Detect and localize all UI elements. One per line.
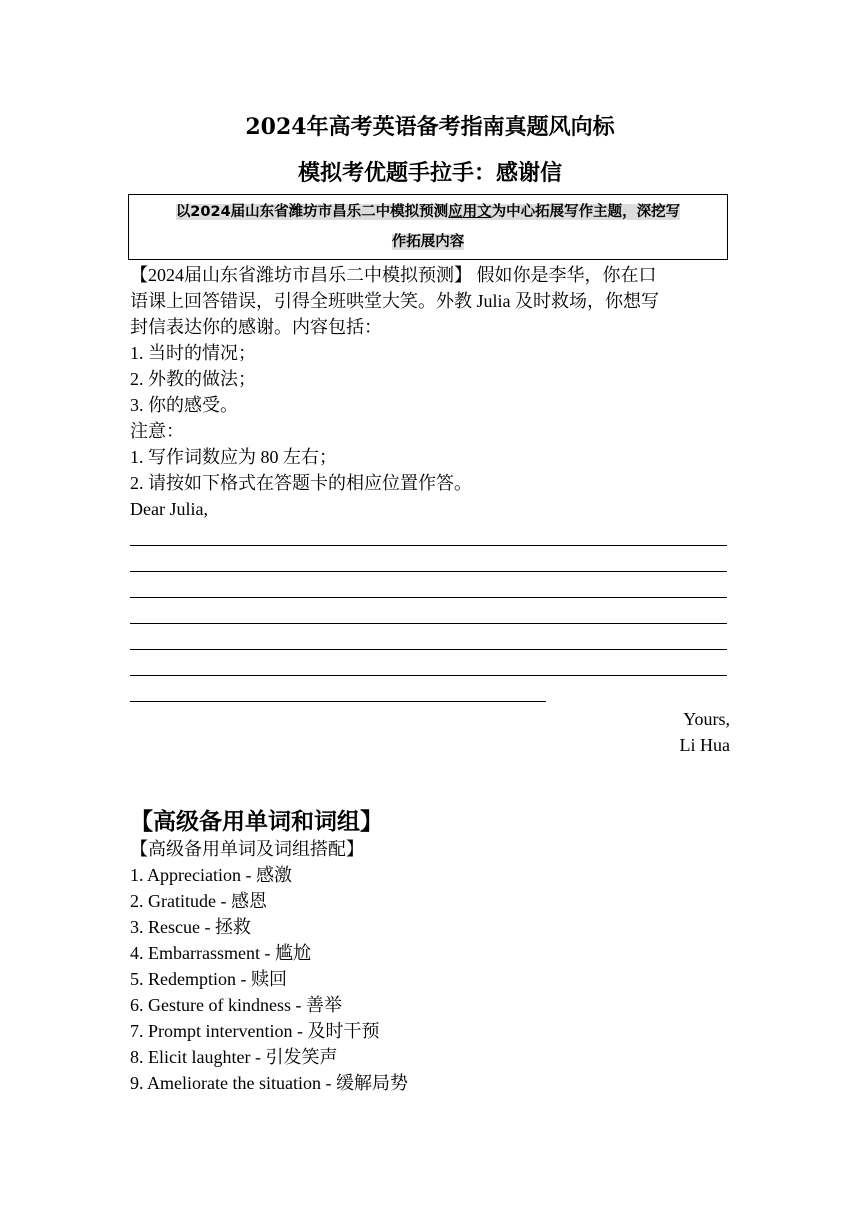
vocab-item: 7. Prompt intervention - 及时干预 xyxy=(130,1021,380,1041)
writing-line xyxy=(130,545,727,546)
vocab-item: 8. Elicit laughter - 引发笑声 xyxy=(130,1047,338,1067)
note-item: 1. 写作词数应为 80 左右； xyxy=(130,447,337,467)
vocab-subtitle: 【高级备用单词及词组搭配】 xyxy=(130,839,364,859)
topic-box-text-line2: 作拓展内容 xyxy=(391,234,465,250)
writing-line xyxy=(130,623,727,624)
content-item: 1. 当时的情况； xyxy=(130,343,256,363)
topic-box-line-1 xyxy=(129,202,727,222)
topic-box-text-post: 为中心拓展写作主题，深挖写 xyxy=(491,204,681,220)
notes-label: 注意： xyxy=(130,421,184,441)
note-item: 2. 请按如下格式在答题卡的相应位置作答。 xyxy=(130,473,472,493)
topic-box xyxy=(128,194,728,260)
writing-line xyxy=(130,701,546,702)
closing: Yours, xyxy=(683,709,730,729)
content-item: 3. 你的感受。 xyxy=(130,395,238,415)
vocab-item: 5. Redemption - 赎回 xyxy=(130,969,287,989)
topic-box-text-pre: 以2024届山东省潍坊市昌乐二中模拟预测 xyxy=(175,204,449,220)
page-subtitle: 模拟考优题手拉手：感谢信 xyxy=(297,160,562,186)
vocab-item: 9. Ameliorate the situation - 缓解局势 xyxy=(130,1073,408,1093)
page-title: 2024年高考英语备考指南真题风向标 xyxy=(245,114,615,140)
topic-box-text-underlined: 应用文 xyxy=(448,204,492,220)
prompt-intro-line-1: 【2024届山东省潍坊市昌乐二中模拟预测】 假如你是李华，你在口 xyxy=(130,265,657,285)
content-item: 2. 外教的做法； xyxy=(130,369,256,389)
vocab-item: 2. Gratitude - 感恩 xyxy=(130,891,267,911)
vocab-item: 3. Rescue - 拯救 xyxy=(130,917,251,937)
vocab-section-title: 【高级备用单词和词组】 xyxy=(130,809,383,835)
vocab-item: 4. Embarrassment - 尴尬 xyxy=(130,943,311,963)
prompt-intro-line-2: 语课上回答错误，引得全班哄堂大笑。外教 Julia 及时救场，你想写 xyxy=(130,291,659,311)
vocab-item: 1. Appreciation - 感激 xyxy=(130,865,292,885)
writing-line xyxy=(130,649,727,650)
writing-line xyxy=(130,675,727,676)
signature: Li Hua xyxy=(679,735,730,755)
prompt-intro-line-3: 封信表达你的感谢。内容包括： xyxy=(130,317,382,337)
salutation: Dear Julia, xyxy=(130,499,208,519)
writing-line xyxy=(130,597,727,598)
topic-box-line-2 xyxy=(129,232,727,252)
vocab-item: 6. Gesture of kindness - 善举 xyxy=(130,995,342,1015)
writing-line xyxy=(130,571,727,572)
